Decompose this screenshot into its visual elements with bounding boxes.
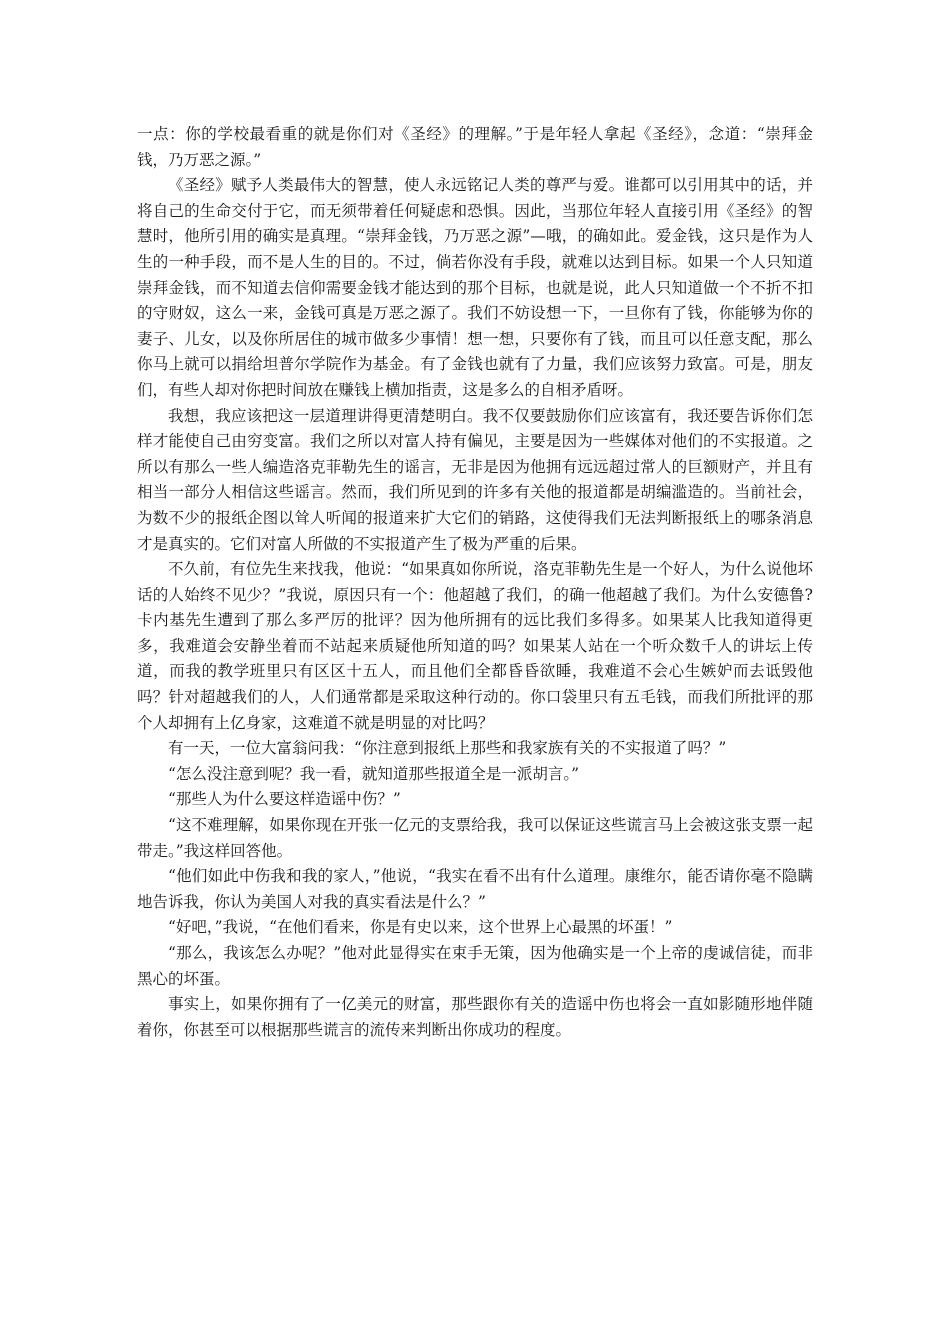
paragraph: “那些人为什么要这样造谣中伤？”: [168, 790, 401, 809]
paragraph: “怎么没注意到呢？我一看，就知道那些报道全是一派胡言。”: [168, 764, 580, 783]
paragraph: “好吧，”我说，“在他们看来，你是有史以来，这个世界上心最黑的坏蛋！”: [168, 918, 673, 937]
paragraph: 不久前，有位先生来找我，他说：“如果真如你所说，洛克菲勒先生是一个好人，为什么说他坏话的人始终不见少？”我说，原因只有一个：他超越了我们，的确一他超越了我们。为什么安德鲁?卡内基先生遭到了那么多严厉的批评？因为他所拥有的远比我们多得多。如果某人比我知道得更多，我难道会安静坐着而不站起来质疑他所知道的吗？如果某人站在一个听众数千人的讲坛上传道，而我的教学班里只有区区十五人，而且他们全都昏昏欲睡，我难道不会心生嫉妒而去诋毁他吗？针对超越我们的人，人们通常都是采取这种行动的。你口袋里只有五毛钱，而我们所批评的那个人却拥有上亿身家，这难道不就是明显的对比吗？: [137, 560, 813, 732]
paragraph: 有一天，一位大富翁问我：“你注意到报纸上那些和我家族有关的不实报道了吗？”: [168, 739, 727, 758]
paragraph: 我想，我应该把这一层道理讲得更清楚明白。我不仅要鼓励你们应该富有，我还要告诉你们怎样才能使自己由穷变富。我们之所以对富人持有偏见，主要是因为一些媒体对他们的不实报道。之所以有那么一些人编造洛克菲勒先生的谣言，无非是因为他拥有远远超过常人的巨额财产，并且有相当一部分人相信这些谣言。然而，我们所见到的许多有关他的报道都是胡编滥造的。当前社会，为数不少的报纸企图以耸人听闻的报道来扩大它们的销路，这使得我们无法判断报纸上的哪条消息才是真实的。它们对富人所做的不实报道产生了极为严重的后果。: [137, 406, 813, 553]
document-body: [137, 122, 813, 1043]
paragraph: “他们如此中伤我和我的家人，”他说，“我实在看不出有什么道理。康维尔，能否请你毫不隐瞒地告诉我，你认为美国人对我的真实看法是什么？”: [137, 867, 813, 911]
paragraph: 一点：你的学校最看重的就是你们对《圣经》的理解。”于是年轻人拿起《圣经》，念道：“崇拜金钱，乃万恶之源。”: [137, 125, 813, 169]
paragraph: 《圣经》赋予人类最伟大的智慧，使人永远铭记人类的尊严与爱。谁都可以引用其中的话，并将自己的生命交付于它，而无须带着任何疑虑和恐惧。因此，当那位年轻人直接引用《圣经》的智慧时，他所引用的确实是真理。“崇拜金钱，乃万恶之源”—哦，的确如此。爱金钱，这只是作为人生的一种手段，而不是人生的目的。不过，倘若你没有手段，就难以达到目标。如果一个人只知道崇拜金钱，而不知道去信仰需要金钱才能达到的那个目标，也就是说，此人只知道做一个不折不扣的守财奴，这么一来，金钱可真是万恶之源了。我们不妨设想一下，一旦你有了钱，你能够为你的妻子、儿女，以及你所居住的城市做多少事情！想一想，只要你有了钱，而且可以任意支配，那么你马上就可以捐给坦普尔学院作为基金。有了金钱也就有了力量，我们应该努力致富。可是，朋友们，有些人却对你把时间放在赚钱上横加指责，这是多么的自相矛盾呀。: [137, 176, 813, 399]
paragraph: “那么，我该怎么办呢？”他对此显得实在束手无策，因为他确实是一个上帝的虔诚信徒，而非黑心的坏蛋。: [137, 944, 813, 988]
paragraph: “这不难理解，如果你现在开张一亿元的支票给我，我可以保证这些谎言马上会被这张支票一起带走。”我这样回答他。: [137, 816, 813, 860]
paragraph: 事实上，如果你拥有了一亿美元的财富，那些跟你有关的造谣中伤也将会一直如影随形地伴随着你，你甚至可以根据那些谎言的流传来判断出你成功的程度。: [137, 995, 813, 1039]
